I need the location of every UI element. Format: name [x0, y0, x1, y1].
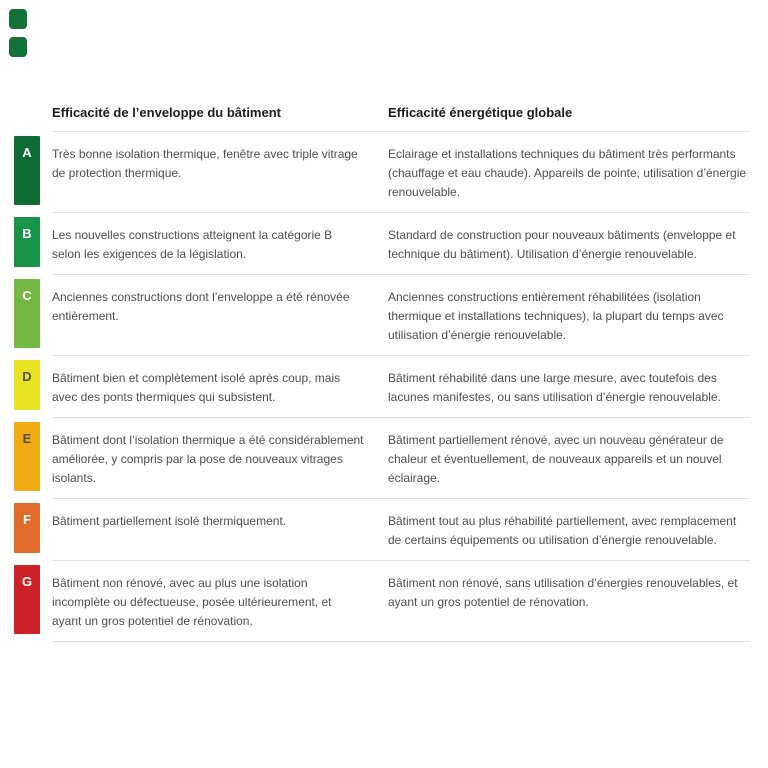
- envelope-efficiency-cell: [52, 213, 388, 275]
- table-header-row: [14, 104, 750, 132]
- global-efficiency-cell: [388, 213, 750, 275]
- envelope-efficiency-text: Bâtiment partiellement isolé thermiquement.: [52, 514, 287, 528]
- global-efficiency-cell: [388, 418, 750, 499]
- global-efficiency-text: Anciennes constructions entièrement réhabilitées (isolation thermique et installations techniques), la plupart du temps avec utilisation d’énergie renouvelable.: [388, 290, 724, 342]
- envelope-efficiency-cell: [52, 561, 388, 642]
- grade-badge-cell: [14, 275, 52, 356]
- envelope-efficiency-text: Bâtiment dont l’isolation thermique a été considérablement améliorée, y compris par la pose de nouveaux vitrages isolants.: [52, 433, 364, 485]
- grade-letter: A: [22, 145, 32, 160]
- table-row: [14, 275, 750, 356]
- envelope-efficiency-text: Anciennes constructions dont l’enveloppe a été rénovée entièrement.: [52, 290, 350, 323]
- grade-badge-cell: [14, 561, 52, 642]
- envelope-efficiency-text: Bâtiment non rénové, avec au plus une isolation incomplète ou défectueuse, posée ultérieurement, et ayant un gros potentiel de rénovation.: [52, 576, 332, 628]
- global-efficiency-text: Bâtiment non rénové, sans utilisation d’énergies renouvelables, et ayant un gros potentiel de rénovation.: [388, 576, 738, 609]
- grade-badge-cell: [14, 499, 52, 561]
- global-efficiency-text: Standard de construction pour nouveaux bâtiments (enveloppe et technique du bâtiment). Utilisation d’énergie renouvelable.: [388, 228, 736, 261]
- global-efficiency-cell: [388, 356, 750, 418]
- envelope-efficiency-text: Les nouvelles constructions atteignent la catégorie B selon les exigences de la législation.: [52, 228, 333, 261]
- global-efficiency-text: Bâtiment partiellement rénové, avec un nouveau générateur de chaleur et éventuellement, de nouveaux appareils et un nouvel éclairage.: [388, 433, 724, 485]
- grade-letter: G: [21, 574, 33, 589]
- envelope-efficiency-cell: [52, 275, 388, 356]
- logo-square-bottom: [9, 37, 27, 57]
- grade-letter: C: [22, 288, 32, 303]
- grade-badge: [14, 136, 40, 205]
- global-efficiency-cell: [388, 132, 750, 213]
- grade-badge-cell: [14, 132, 52, 213]
- energy-class-table: [14, 104, 750, 642]
- column-header-envelope-efficiency: Efficacité de l’enveloppe du bâtiment: [52, 105, 281, 120]
- global-efficiency-text: Eclairage et installations techniques du bâtiment très performants (chauffage et eau chaude). Appareils de pointe, utilisation d’énergie renouvelable.: [388, 147, 747, 199]
- grade-badge: [14, 279, 40, 348]
- global-efficiency-cell: [388, 275, 750, 356]
- table-row: [14, 213, 750, 275]
- grade-letter: F: [23, 512, 31, 527]
- grade-badge-cell: [14, 356, 52, 418]
- grade-badge: [14, 217, 40, 267]
- grade-badge-cell: [14, 213, 52, 275]
- global-efficiency-cell: [388, 499, 750, 561]
- table-row: [14, 418, 750, 499]
- table-row: [14, 499, 750, 561]
- grade-badge-cell: [14, 418, 52, 499]
- envelope-efficiency-cell: [52, 132, 388, 213]
- grade-badge: [14, 565, 40, 634]
- table-row: [14, 561, 750, 642]
- envelope-efficiency-cell: [52, 356, 388, 418]
- grade-letter: B: [22, 226, 32, 241]
- grade-badge: [14, 360, 40, 410]
- envelope-efficiency-cell: [52, 499, 388, 561]
- global-efficiency-text: Bâtiment tout au plus réhabilité partiellement, avec remplacement de certains équipements ou utilisation d’énergie renouvelable.: [388, 514, 737, 547]
- table-rows: [14, 132, 750, 642]
- logo-square-top: [9, 9, 27, 29]
- table-row: [14, 132, 750, 213]
- envelope-efficiency-text: Bâtiment bien et complètement isolé après coup, mais avec des ponts thermiques qui subsistent.: [52, 371, 341, 404]
- table-row: [14, 356, 750, 418]
- grade-letter: D: [22, 369, 32, 384]
- grade-badge: [14, 422, 40, 491]
- column-header-global-efficiency: Efficacité énergétique globale: [388, 105, 573, 120]
- envelope-efficiency-cell: [52, 418, 388, 499]
- envelope-efficiency-text: Très bonne isolation thermique, fenêtre avec triple vitrage de protection thermique.: [52, 147, 358, 180]
- grade-badge: [14, 503, 40, 553]
- global-efficiency-cell: [388, 561, 750, 642]
- grade-letter: E: [22, 431, 32, 446]
- global-efficiency-text: Bâtiment réhabilité dans une large mesure, avec toutefois des lacunes manifestes, ou sans utilisation d’énergie renouvelable.: [388, 371, 721, 404]
